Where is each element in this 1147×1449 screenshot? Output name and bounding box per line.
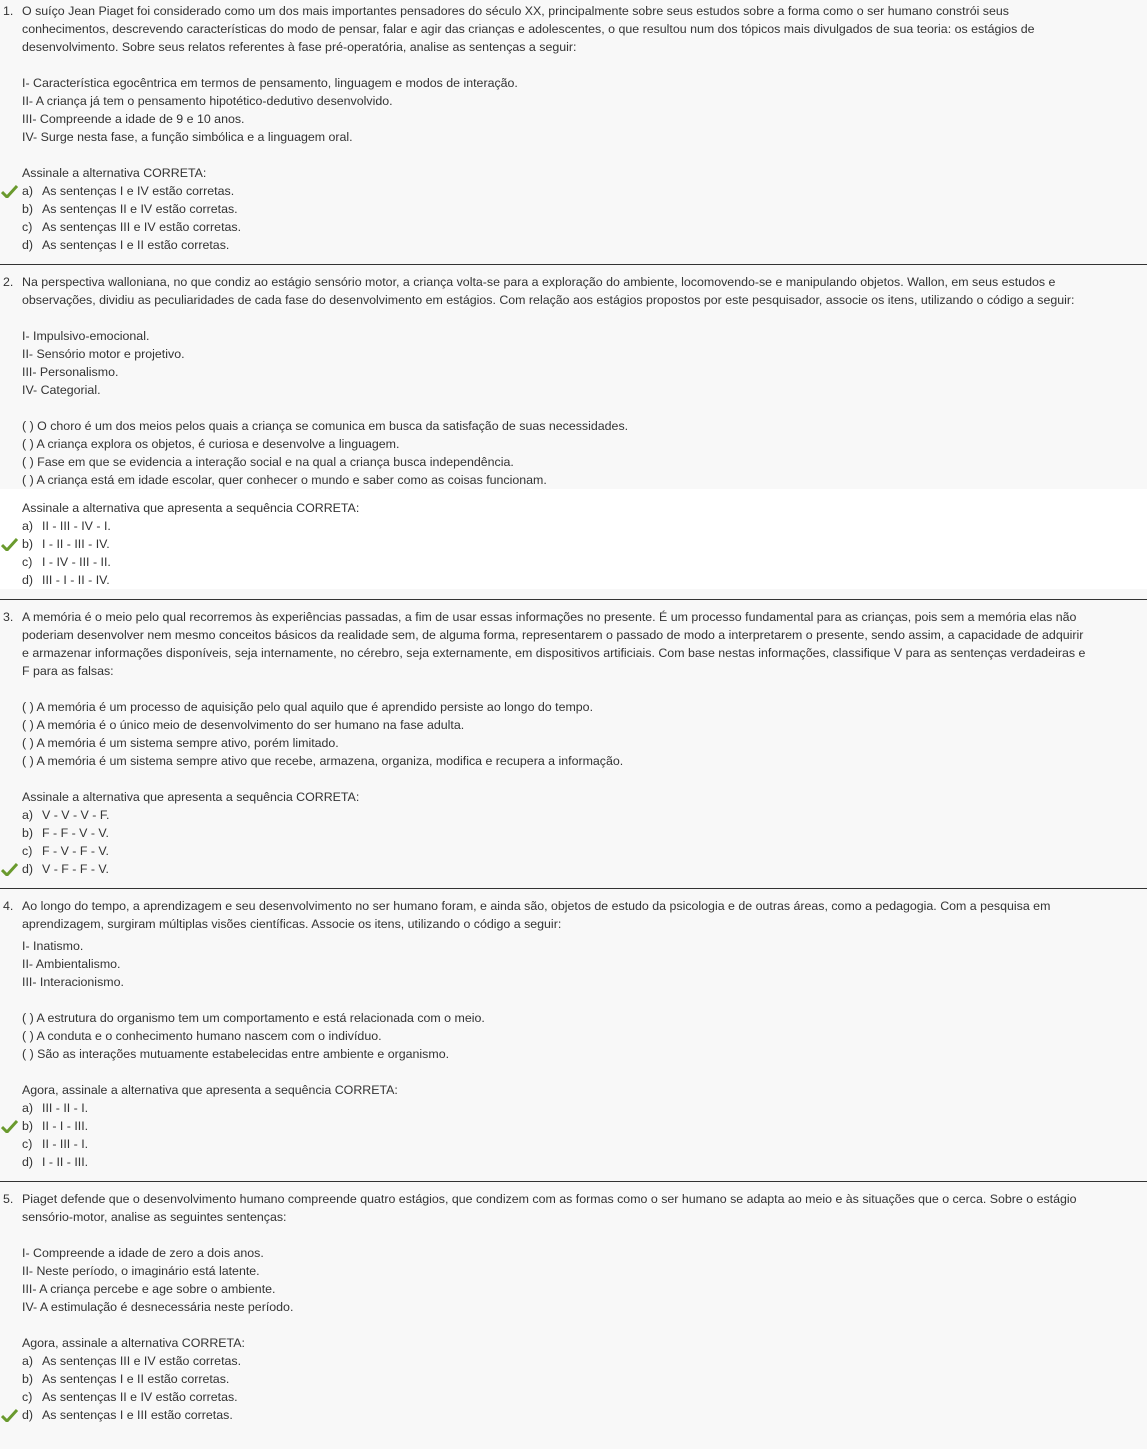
question-number: 2. [3, 275, 14, 289]
check-icon [1, 185, 18, 198]
option-letter: a) [22, 519, 34, 533]
question-text-line: A memória é o meio pelo qual recorremos às experiências passadas, a fim de usar essas informações no presente. É um processo fundamental para as crianças, pois sem a memória elas não [22, 610, 1077, 624]
option-text: As sentenças II e IV estão corretas. [42, 1390, 238, 1404]
option-text: V - F - F - V. [42, 862, 110, 876]
question-text-line: e armazenar informações disponíveis, seja internamente, no cérebro, seja externamente, em dispositivos artificiais. Com base nestas informações, classifique V para as sentenças verdadeiras e [22, 646, 1086, 660]
statement: III- Compreende a idade de 9 e 10 anos. [22, 112, 245, 126]
option-a[interactable] [22, 1352, 1139, 1370]
option-text: I - IV - III - II. [42, 555, 111, 569]
question-text-line: Piaget defende que o desenvolvimento humano compreende quatro estágios, que condizem com as formas como o ser humano se adapta ao meio e às situações que o cerca. Sobre o estágio [22, 1192, 1077, 1206]
blank-statement: ( ) A memória é um sistema sempre ativo, porém limitado. [22, 736, 339, 750]
option-text: I - II - III - IV. [42, 537, 110, 551]
option-a[interactable] [22, 517, 1139, 535]
option-text: F - F - V - V. [42, 826, 110, 840]
question-text-line: poderiam desenvolver nem mesmo conceitos básicos da realidade sem, de alguma forma, representarem o passado de modo a interpretarem o presente, sendo assim, a capacidade de adquirir [22, 628, 1084, 642]
option-text: As sentenças I e II estão corretas. [42, 238, 230, 252]
option-letter: d) [22, 1408, 34, 1422]
option-text: As sentenças III e IV estão corretas. [42, 220, 242, 234]
question-text-line: aprendizagem, surgiram múltiplas visões científicas. Associe os itens, utilizando o código a seguir: [22, 917, 562, 931]
statement: IV- Categorial. [22, 383, 101, 397]
option-text: II - III - IV - I. [42, 519, 111, 533]
check-icon [1, 1409, 18, 1422]
option-c[interactable] [22, 553, 1139, 571]
option-b[interactable] [22, 1117, 1139, 1135]
statement: II- A criança já tem o pensamento hipotético-dedutivo desenvolvido. [22, 94, 393, 108]
question-number: 5. [3, 1192, 14, 1206]
option-b[interactable] [22, 824, 1139, 842]
statement: III- A criança percebe e age sobre o ambiente. [22, 1282, 276, 1296]
question-2 [0, 264, 1147, 599]
option-a[interactable] [22, 182, 1139, 200]
answer-prompt: Assinale a alternativa que apresenta a sequência CORRETA: [22, 501, 360, 515]
option-d[interactable] [22, 860, 1139, 878]
option-letter: c) [22, 555, 33, 569]
option-b[interactable] [22, 200, 1139, 218]
option-text: F - V - F - V. [42, 844, 110, 858]
question-number: 1. [3, 4, 14, 18]
option-d[interactable] [22, 236, 1139, 254]
option-letter: d) [22, 238, 34, 252]
question-text-line: observações, dividiu as peculiaridades de cada fase do desenvolvimento em estágios. Com relação aos estágios propostos por este pesquisador, associe os itens, utilizando o código a seguir: [22, 293, 1075, 307]
question-text-line: F para as falsas: [22, 664, 114, 678]
statement: IV- A estimulação é desnecessária neste período. [22, 1300, 294, 1314]
option-text: III - II - I. [42, 1101, 89, 1115]
option-b[interactable] [22, 535, 1139, 553]
option-b[interactable] [22, 1370, 1139, 1388]
blank-statement: ( ) A conduta e o conhecimento humano nascem com o indivíduo. [22, 1029, 382, 1043]
check-icon [1, 863, 18, 876]
check-icon [1, 538, 18, 551]
option-letter: a) [22, 1101, 34, 1115]
option-text: V - V - V - F. [42, 808, 110, 822]
option-text: As sentenças I e III estão corretas. [42, 1408, 233, 1422]
option-letter: d) [22, 1155, 34, 1169]
answer-prompt: Assinale a alternativa que apresenta a sequência CORRETA: [22, 790, 360, 804]
statement: III- Personalismo. [22, 365, 119, 379]
statement: II- Ambientalismo. [22, 957, 121, 971]
statement: II- Sensório motor e projetivo. [22, 347, 185, 361]
option-text: II - I - III. [42, 1119, 89, 1133]
question-number: 4. [3, 899, 14, 913]
statement: I- Característica egocêntrica em termos de pensamento, linguagem e modos de interação. [22, 76, 518, 90]
option-letter: b) [22, 202, 34, 216]
blank-statement: ( ) A criança está em idade escolar, quer conhecer o mundo e saber como as coisas funcionam. [22, 473, 547, 487]
option-text: As sentenças II e IV estão corretas. [42, 202, 238, 216]
option-c[interactable] [22, 1135, 1139, 1153]
question-4 [0, 888, 1147, 1181]
option-letter: d) [22, 862, 34, 876]
blank-statement: ( ) São as interações mutuamente estabelecidas entre ambiente e organismo. [22, 1047, 450, 1061]
option-letter: b) [22, 826, 34, 840]
blank-statement: ( ) A estrutura do organismo tem um comportamento e está relacionada com o meio. [22, 1011, 485, 1025]
option-text: I - II - III. [42, 1155, 89, 1169]
statement: I- Inatismo. [22, 939, 84, 953]
statement: I- Impulsivo-emocional. [22, 329, 150, 343]
question-5 [0, 1181, 1147, 1434]
option-text: As sentenças III e IV estão corretas. [42, 1354, 242, 1368]
statement: IV- Surge nesta fase, a função simbólica e a linguagem oral. [22, 130, 353, 144]
statement: II- Neste período, o imaginário está latente. [22, 1264, 260, 1278]
answer-prompt: Agora, assinale a alternativa CORRETA: [22, 1336, 245, 1350]
question-text-line: O suíço Jean Piaget foi considerado como um dos mais importantes pensadores do século XX, principalmente sobre seus estudos sobre a forma como o ser humano constrói seus [22, 4, 1009, 18]
blank-statement: ( ) A memória é um processo de aquisição pelo qual aquilo que é aprendido persiste ao longo do tempo. [22, 700, 594, 714]
option-letter: b) [22, 1119, 34, 1133]
question-text-line: desenvolvimento. Sobre seus relatos referentes à fase pré-operatória, analise as sentenças a seguir: [22, 40, 577, 54]
question-text-line: Na perspectiva walloniana, no que condiz ao estágio sensório motor, a criança volta-se para a exploração do ambiente, locomovendo-se e manipulando objetos. Wallon, em seus estudos e [22, 275, 1056, 289]
option-text: II - III - I. [42, 1137, 89, 1151]
option-letter: a) [22, 184, 34, 198]
option-letter: d) [22, 573, 34, 587]
option-letter: a) [22, 1354, 34, 1368]
question-text-line: conhecimentos, descrevendo características do modo de pensar, falar e agir das crianças e adolescentes, o que resultou num dos tópicos mais divulgados de sua teoria: os estágios de [22, 22, 1035, 36]
answer-prompt: Assinale a alternativa CORRETA: [22, 166, 207, 180]
option-letter: b) [22, 537, 34, 551]
option-letter: c) [22, 1137, 33, 1151]
answer-area [0, 489, 1147, 589]
option-text: As sentenças I e II estão corretas. [42, 1372, 230, 1386]
option-letter: c) [22, 1390, 33, 1404]
option-a[interactable] [22, 1099, 1139, 1117]
question-text-line: sensório-motor, analise as seguintes sentenças: [22, 1210, 287, 1224]
answer-prompt: Agora, assinale a alternativa que apresenta a sequência CORRETA: [22, 1083, 398, 1097]
statement: I- Compreende a idade de zero a dois anos. [22, 1246, 264, 1260]
option-text: As sentenças I e IV estão corretas. [42, 184, 235, 198]
blank-statement: ( ) O choro é um dos meios pelos quais a criança se comunica em busca da satisfação de suas necessidades. [22, 419, 629, 433]
option-c[interactable] [22, 218, 1139, 236]
question-text-line: Ao longo do tempo, a aprendizagem e seu desenvolvimento no ser humano foram, e ainda são, objetos de estudo da psicologia e de outras áreas, como a pedagogia. Com a pesquisa em [22, 899, 1051, 913]
question-1 [0, 0, 1147, 264]
option-letter: c) [22, 220, 33, 234]
option-letter: a) [22, 808, 34, 822]
check-icon [1, 1120, 18, 1133]
option-c[interactable] [22, 842, 1139, 860]
question-number: 3. [3, 610, 14, 624]
blank-statement: ( ) Fase em que se evidencia a interação social e na qual a criança busca independência. [22, 455, 514, 469]
question-3 [0, 599, 1147, 888]
option-d[interactable] [22, 1153, 1139, 1171]
option-text: III - I - II - IV. [42, 573, 110, 587]
statement: III- Interacionismo. [22, 975, 124, 989]
option-letter: b) [22, 1372, 34, 1386]
option-a[interactable] [22, 806, 1139, 824]
option-letter: c) [22, 844, 33, 858]
blank-statement: ( ) A memória é o único meio de desenvolvimento do ser humano na fase adulta. [22, 718, 465, 732]
blank-statement: ( ) A memória é um sistema sempre ativo que recebe, armazena, organiza, modifica e recupera a informação. [22, 754, 624, 768]
option-c[interactable] [22, 1388, 1139, 1406]
blank-statement: ( ) A criança explora os objetos, é curiosa e desenvolve a linguagem. [22, 437, 400, 451]
option-d[interactable] [22, 571, 1139, 589]
option-d[interactable] [22, 1406, 1139, 1424]
